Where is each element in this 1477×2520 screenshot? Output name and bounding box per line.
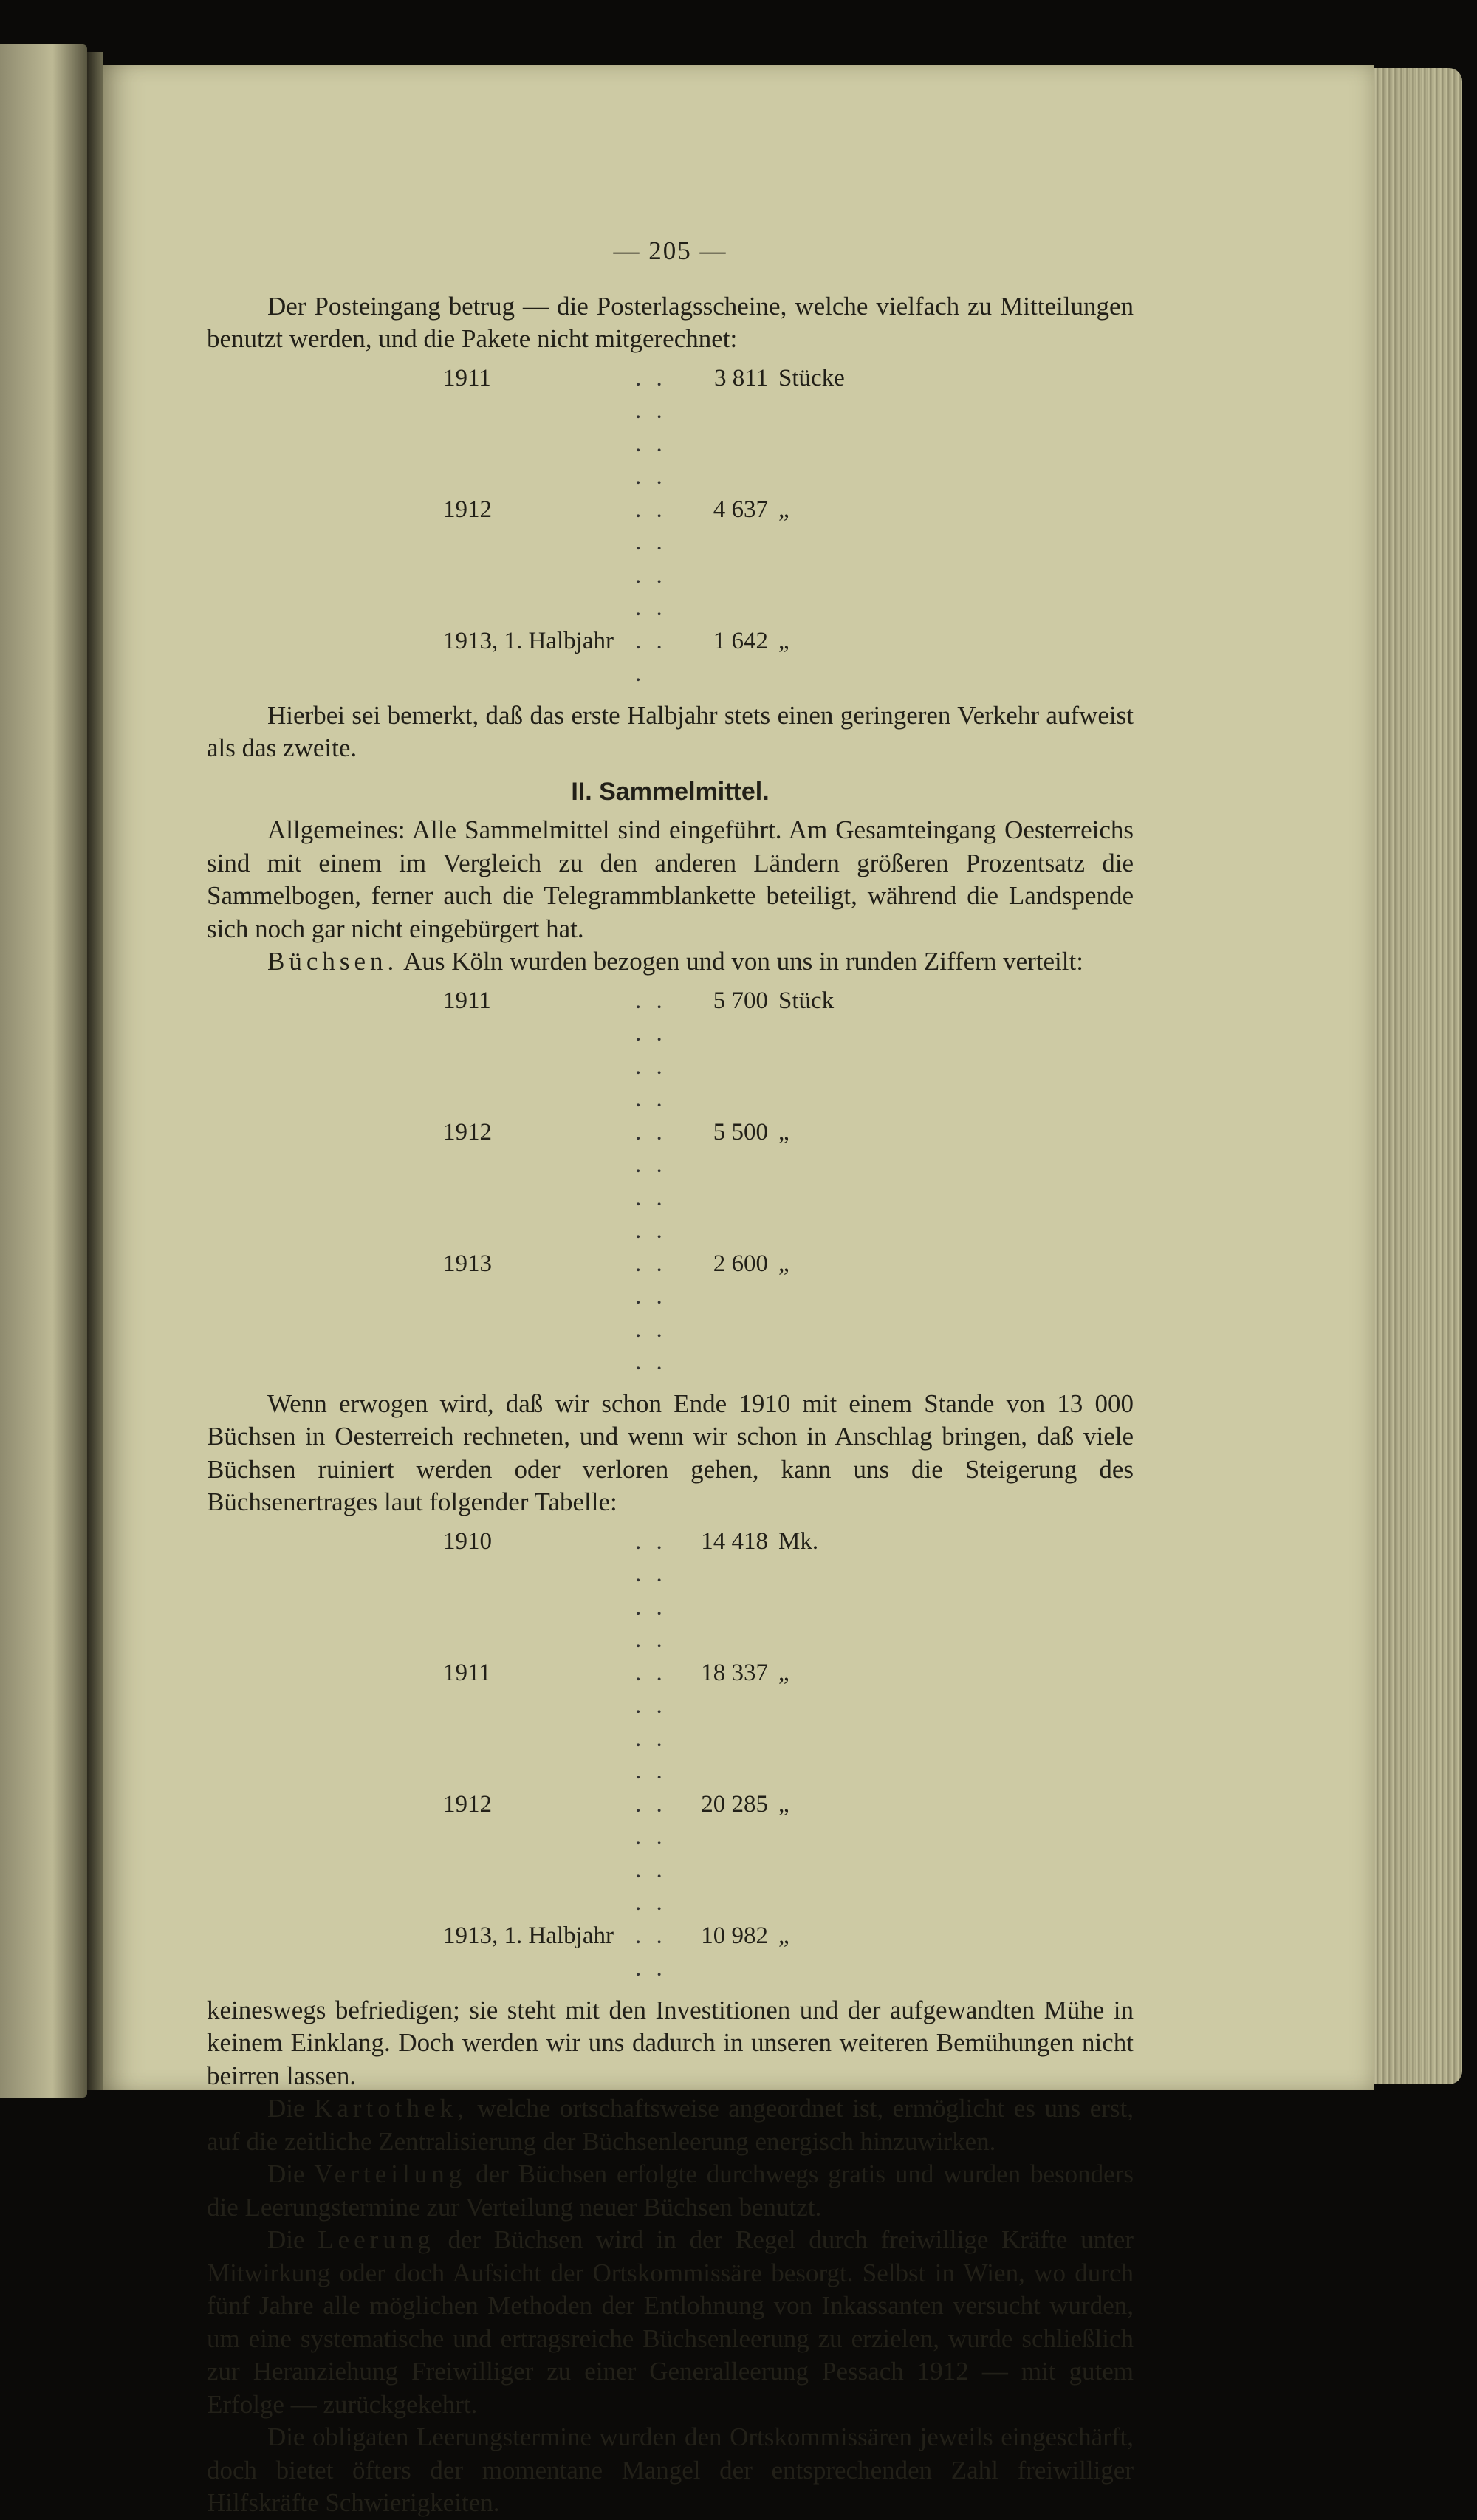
row-unit: „ xyxy=(778,627,789,654)
text: Die xyxy=(267,2160,315,2188)
text: der Büchsen erfolgte durchwegs gratis und wurden besonders die Leerungstermine zur Verteilung neuer Büchsen benutzt. xyxy=(207,2160,1134,2222)
row-label: 1911 xyxy=(443,987,491,1014)
row-unit: „ xyxy=(778,1250,789,1277)
row-label: 1912 xyxy=(443,1118,492,1146)
table-row xyxy=(443,625,845,691)
row-value: 20 285 xyxy=(701,1790,768,1818)
row-label: 1912 xyxy=(443,496,492,523)
table-row xyxy=(443,1920,818,1985)
page-number: — 205 — xyxy=(613,236,727,265)
page-content xyxy=(207,235,1134,2520)
row-unit: „ xyxy=(778,1118,789,1146)
row-unit: „ xyxy=(778,1922,789,1949)
row-label: 1911 xyxy=(443,364,491,391)
table-row xyxy=(443,493,845,625)
row-dots: . . . . . . . . xyxy=(635,1659,667,1784)
text: Die xyxy=(267,2094,315,2123)
row-unit: „ xyxy=(778,1790,789,1818)
row-dots: . . . . . . . . xyxy=(635,1118,667,1244)
row-value: 14 418 xyxy=(701,1527,768,1555)
paragraph-steigerung: Wenn erwogen wird, daß wir schon Ende 1910 mit einem Stande von 13 000 Büchsen in Oesterreich rechneten, und wenn wir schon in Anschlag bringen, daß viele Büchsen ruiniert werden oder verloren gehen, kann uns die Steigerung des Büchsenertrages laut folgender Tabelle: xyxy=(207,1389,1134,1516)
table-row xyxy=(443,985,834,1116)
table-ertrag xyxy=(443,1525,818,1985)
paragraph-leerungstermine: Die obligaten Leerungstermine wurden den Ortskommissären jeweils eingeschärft, doch bietet öfters der momentane Mangel der entsprechenden Zahl freiwilliger Hilfskräfte Schwierigkeiten. xyxy=(207,2423,1134,2517)
row-unit: „ xyxy=(778,496,789,523)
book-gutter xyxy=(87,52,103,2090)
term-leerung: Leerung xyxy=(318,2225,435,2254)
row-label: 1913, 1. Halbjahr xyxy=(443,627,614,654)
text: der Büchsen wird in der Regel durch freiwillige Kräfte unter Mitwirkung oder doch Aufsicht der Ortskommissäre besorgt. Selbst in Wien, wo durch fünf Jahre alle möglichen Methoden der Entlohnung von Inkassanten versucht wurden, um eine systematische und ertragsreiche Büchsenleerung zu erzielen, wurde schließlich zur Heranziehung Freiwilliger zu einer Generalleerung Pessach 1912 — mit gutem Erfolge — zurückgekehrt. xyxy=(207,2225,1134,2419)
row-dots: . . . . . . . . xyxy=(635,1250,667,1375)
row-value: 18 337 xyxy=(701,1659,768,1686)
table-row xyxy=(443,362,845,493)
term-buechsen: Büchsen. xyxy=(267,947,399,976)
row-value: 10 982 xyxy=(701,1922,768,1949)
paragraph-leerung xyxy=(207,2224,1134,2421)
paragraph-posteingang: Der Posteingang betrug — die Posterlagsscheine, welche vielfach zu Mitteilungen benutzt werden, und die Pakete nicht mitgerechnet: xyxy=(207,291,1134,353)
row-dots: . . . . . . . . xyxy=(635,1790,667,1916)
paragraph-buechsen xyxy=(207,945,1134,979)
section-heading: II. Sammelmittel. xyxy=(571,777,770,806)
text: welche ortschaftsweise angeordnet ist, ermöglicht es uns erst, auf die zeitliche Zentralisierung der Büchsenleerung energisch hinzuwirken. xyxy=(207,2094,1134,2156)
paragraph-verteilung xyxy=(207,2158,1134,2224)
row-unit: Stücke xyxy=(778,364,845,391)
row-dots: . . . . . . . . xyxy=(635,987,667,1112)
table-row xyxy=(443,1657,818,1788)
row-value: 5 500 xyxy=(713,1118,768,1146)
row-value: 1 642 xyxy=(713,627,768,654)
row-value: 3 811 xyxy=(713,364,768,391)
row-unit: Mk. xyxy=(778,1527,819,1555)
row-unit: Stück xyxy=(778,987,835,1014)
table-row xyxy=(443,1525,818,1657)
row-label: 1910 xyxy=(443,1527,492,1555)
row-dots: . . . . xyxy=(635,1922,667,1982)
table-row xyxy=(443,1247,834,1379)
row-value: 5 700 xyxy=(713,987,768,1014)
row-label: 1911 xyxy=(443,1659,491,1686)
row-label: 1913, 1. Halbjahr xyxy=(443,1922,614,1949)
row-dots: . . . . . . . . xyxy=(635,364,667,490)
paragraph-befriedigen: keineswegs befriedigen; sie steht mit den Investitionen und der aufgewandten Mühe in keinem Einklang. Doch werden wir uns dadurch in unseren weiteren Bemühungen nicht beirren lassen. xyxy=(207,1995,1134,2090)
term-verteilung: Verteilung xyxy=(314,2160,467,2188)
paragraph-halbjahr: Hierbei sei bemerkt, daß das erste Halbjahr stets einen geringeren Verkehr aufweist als das zweite. xyxy=(207,700,1134,762)
table-row xyxy=(443,1116,834,1247)
left-page-edge xyxy=(0,44,87,2098)
text: Aus Köln wurden bezogen und von uns in runden Ziffern verteilt: xyxy=(398,947,1083,976)
page-edges xyxy=(1374,68,1462,2084)
table-row xyxy=(443,1788,818,1920)
table-buechsen xyxy=(443,985,834,1379)
row-value: 2 600 xyxy=(713,1250,768,1277)
row-label: 1913 xyxy=(443,1250,492,1277)
paragraph-allgemeines: Allgemeines: Alle Sammelmittel sind eingeführt. Am Gesamteingang Oesterreichs sind mit einem im Vergleich zu den anderen Ländern größeren Prozentsatz die Sammelbogen, ferner auch die Telegrammblankette beteiligt, während die Landspende sich noch gar nicht eingebürgert hat. xyxy=(207,815,1134,943)
row-dots: . . . . . . . . xyxy=(635,1527,667,1653)
row-dots: . . . xyxy=(635,627,667,687)
paragraph-kartothek xyxy=(207,2092,1134,2158)
row-value: 4 637 xyxy=(713,496,768,523)
row-label: 1912 xyxy=(443,1790,492,1818)
term-kartothek: Kartothek, xyxy=(314,2094,468,2123)
text: Die xyxy=(267,2225,318,2254)
row-dots: . . . . . . . . xyxy=(635,496,667,621)
table-posteingang xyxy=(443,362,845,691)
row-unit: „ xyxy=(778,1659,789,1686)
